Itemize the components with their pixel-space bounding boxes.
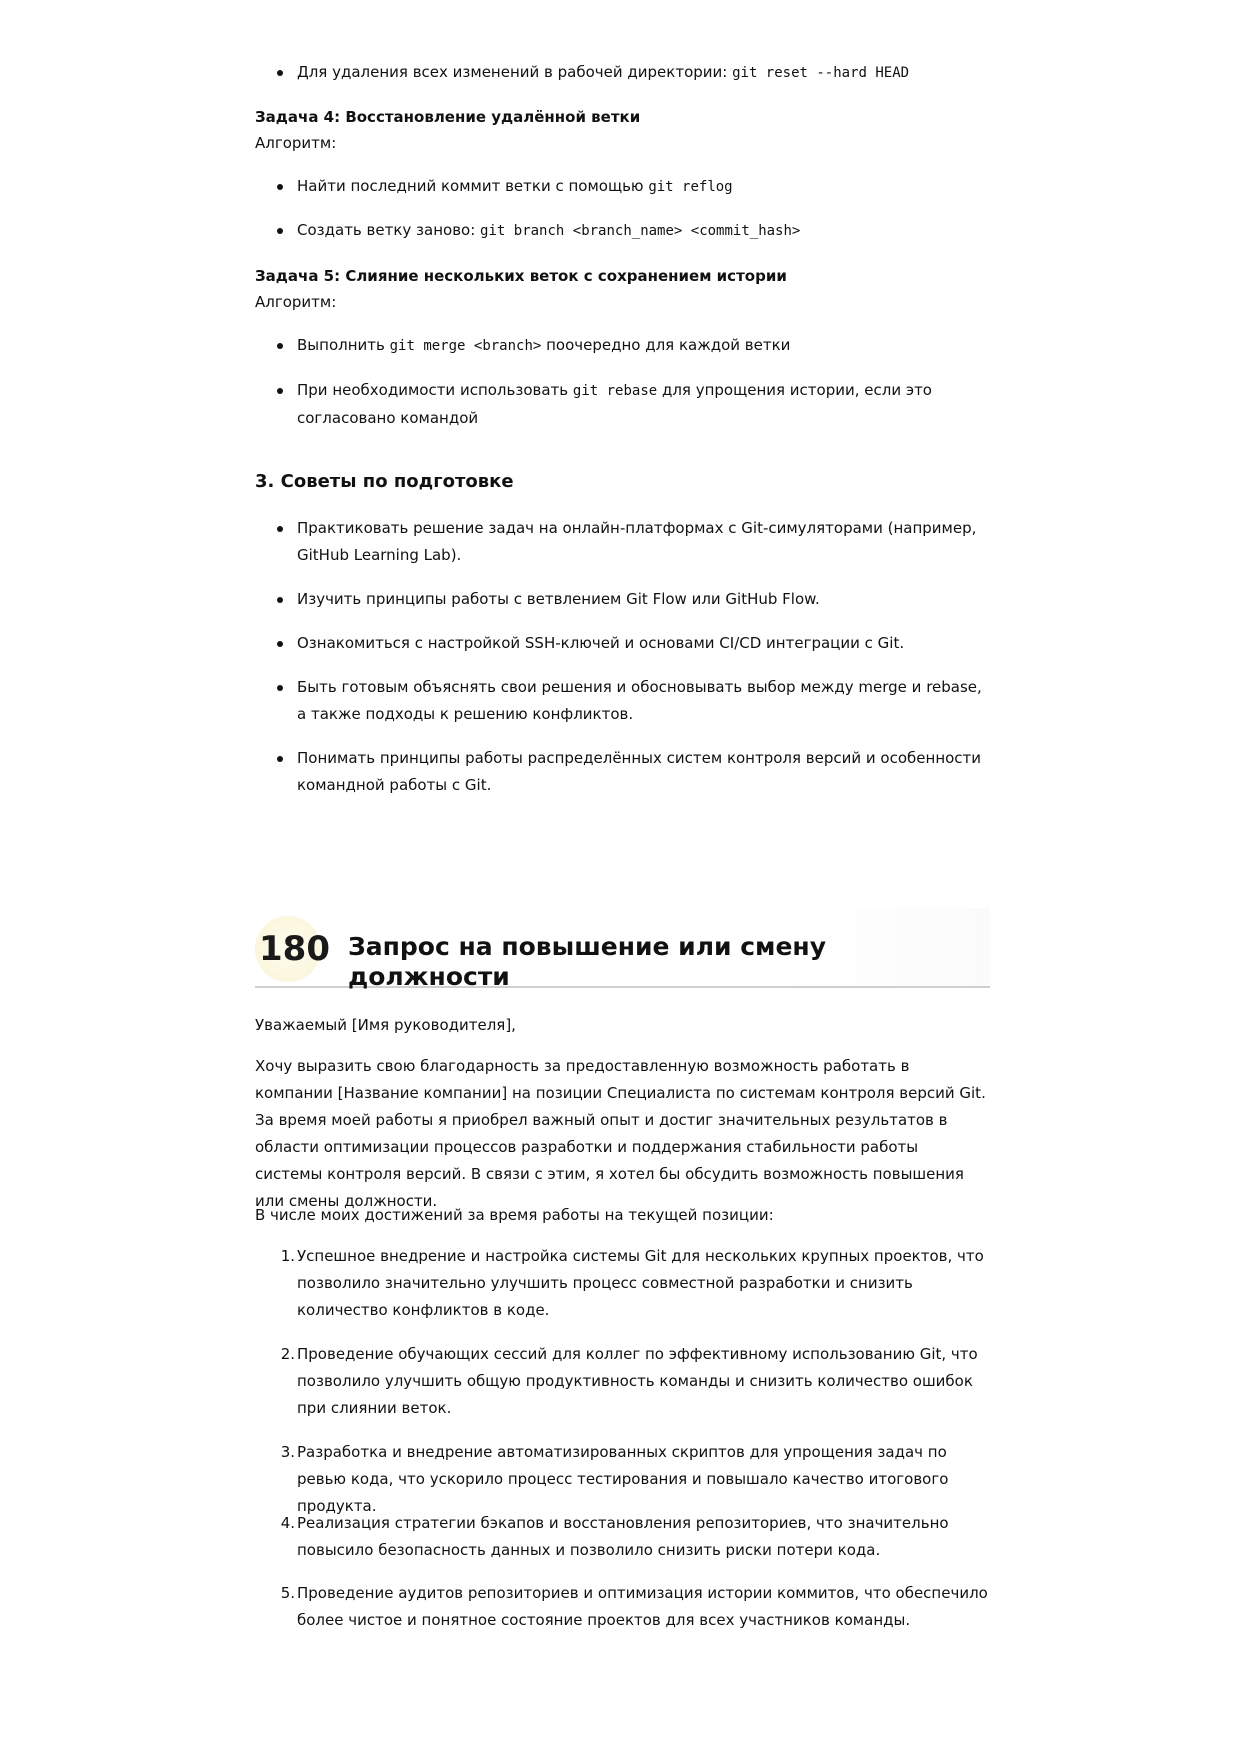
bullet-icon	[277, 641, 283, 647]
letter-paragraph: Хочу выразить свою благодарность за предоставленную возможность работать в компании [Название компании] на позиции Специалиста по системам контроля версий Git. За время моей работы я приобрел важный опыт и достиг значительных результатов в области оптимизации процессов разработки и поддержания стабильности работы системы контроля версий. В связи с этим, я хотел бы обсудить возможность повышения или смены должности.	[255, 1057, 986, 1210]
section-heading-tips: 3. Советы по подготовке	[255, 471, 514, 492]
ordered-list-item: 1. Успешное внедрение и настройка системы Git для нескольких крупных проектов, что позволило значительно улучшить процесс совместной разработки и снизить количество конфликтов в коде.	[280, 1247, 984, 1319]
achievements-intro: В числе моих достижений за время работы на текущей позиции:	[255, 1206, 774, 1224]
ordered-list-item: 3. Разработка и внедрение автоматизированных скриптов для упрощения задач по ревью кода, что ускорило процесс тестирования и повышало качество итогового продукта.	[280, 1443, 949, 1515]
list-item: Найти последний коммит ветки с помощью git reflog	[297, 173, 990, 201]
bullet-icon	[277, 184, 283, 190]
list-item: При необходимости использовать git rebase для упрощения истории, если это согласовано командой	[297, 377, 990, 432]
bullet-icon	[277, 685, 283, 691]
list-item: Практиковать решение задач на онлайн-платформах с Git-симуляторами (например, GitHub Learning Lab).	[297, 515, 990, 569]
list-item: Ознакомиться с настройкой SSH-ключей и основами CI/CD интеграции с Git.	[297, 630, 990, 657]
list-item: Понимать принципы работы распределённых систем контроля версий и особенности командной работы с Git.	[297, 745, 990, 799]
ordered-list-item: 5. Проведение аудитов репозиториев и оптимизация истории коммитов, что обеспечило более чистое и понятное состояние проектов для всех участников команды.	[280, 1584, 988, 1629]
task-5-title: Задача 5: Слияние нескольких веток с сохранением истории	[255, 267, 787, 285]
list-item: Для удаления всех изменений в рабочей директории: git reset --hard HEAD	[297, 59, 990, 87]
bullet-icon	[277, 70, 283, 76]
bullet-icon	[277, 388, 283, 394]
bullet-icon	[277, 228, 283, 234]
bullet-icon	[277, 343, 283, 349]
list-item: Создать ветку заново: git branch <branch_name> <commit_hash>	[297, 217, 990, 245]
list-item: Выполнить git merge <branch> поочередно для каждой ветки	[297, 332, 990, 360]
chapter-title: Запрос на повышение или смену должности	[348, 932, 827, 991]
task-5-algorithm-label: Алгоритм:	[255, 293, 337, 311]
bullet-icon	[277, 526, 283, 532]
chapter-header	[255, 908, 990, 991]
chapter-number-badge: 180	[255, 916, 321, 982]
letter-greeting: Уважаемый [Имя руководителя],	[255, 1016, 516, 1034]
ordered-list-item: 2. Проведение обучающих сессий для коллег по эффективному использованию Git, что позволило улучшить общую продуктивность команды и снизить количество ошибок при слиянии веток.	[280, 1345, 978, 1417]
bullet-icon	[277, 756, 283, 762]
task-4-title: Задача 4: Восстановление удалённой ветки	[255, 108, 641, 126]
task-4-algorithm-label: Алгоритм:	[255, 134, 337, 152]
list-item: Изучить принципы работы с ветвлением Git Flow или GitHub Flow.	[297, 586, 990, 613]
bullet-icon	[277, 597, 283, 603]
list-item: Быть готовым объяснять свои решения и обосновывать выбор между merge и rebase, а также подходы к решению конфликтов.	[297, 674, 990, 728]
ordered-list-item: 4. Реализация стратегии бэкапов и восстановления репозиториев, что значительно повысило безопасность данных и позволило снизить риски потери кода.	[280, 1514, 949, 1559]
